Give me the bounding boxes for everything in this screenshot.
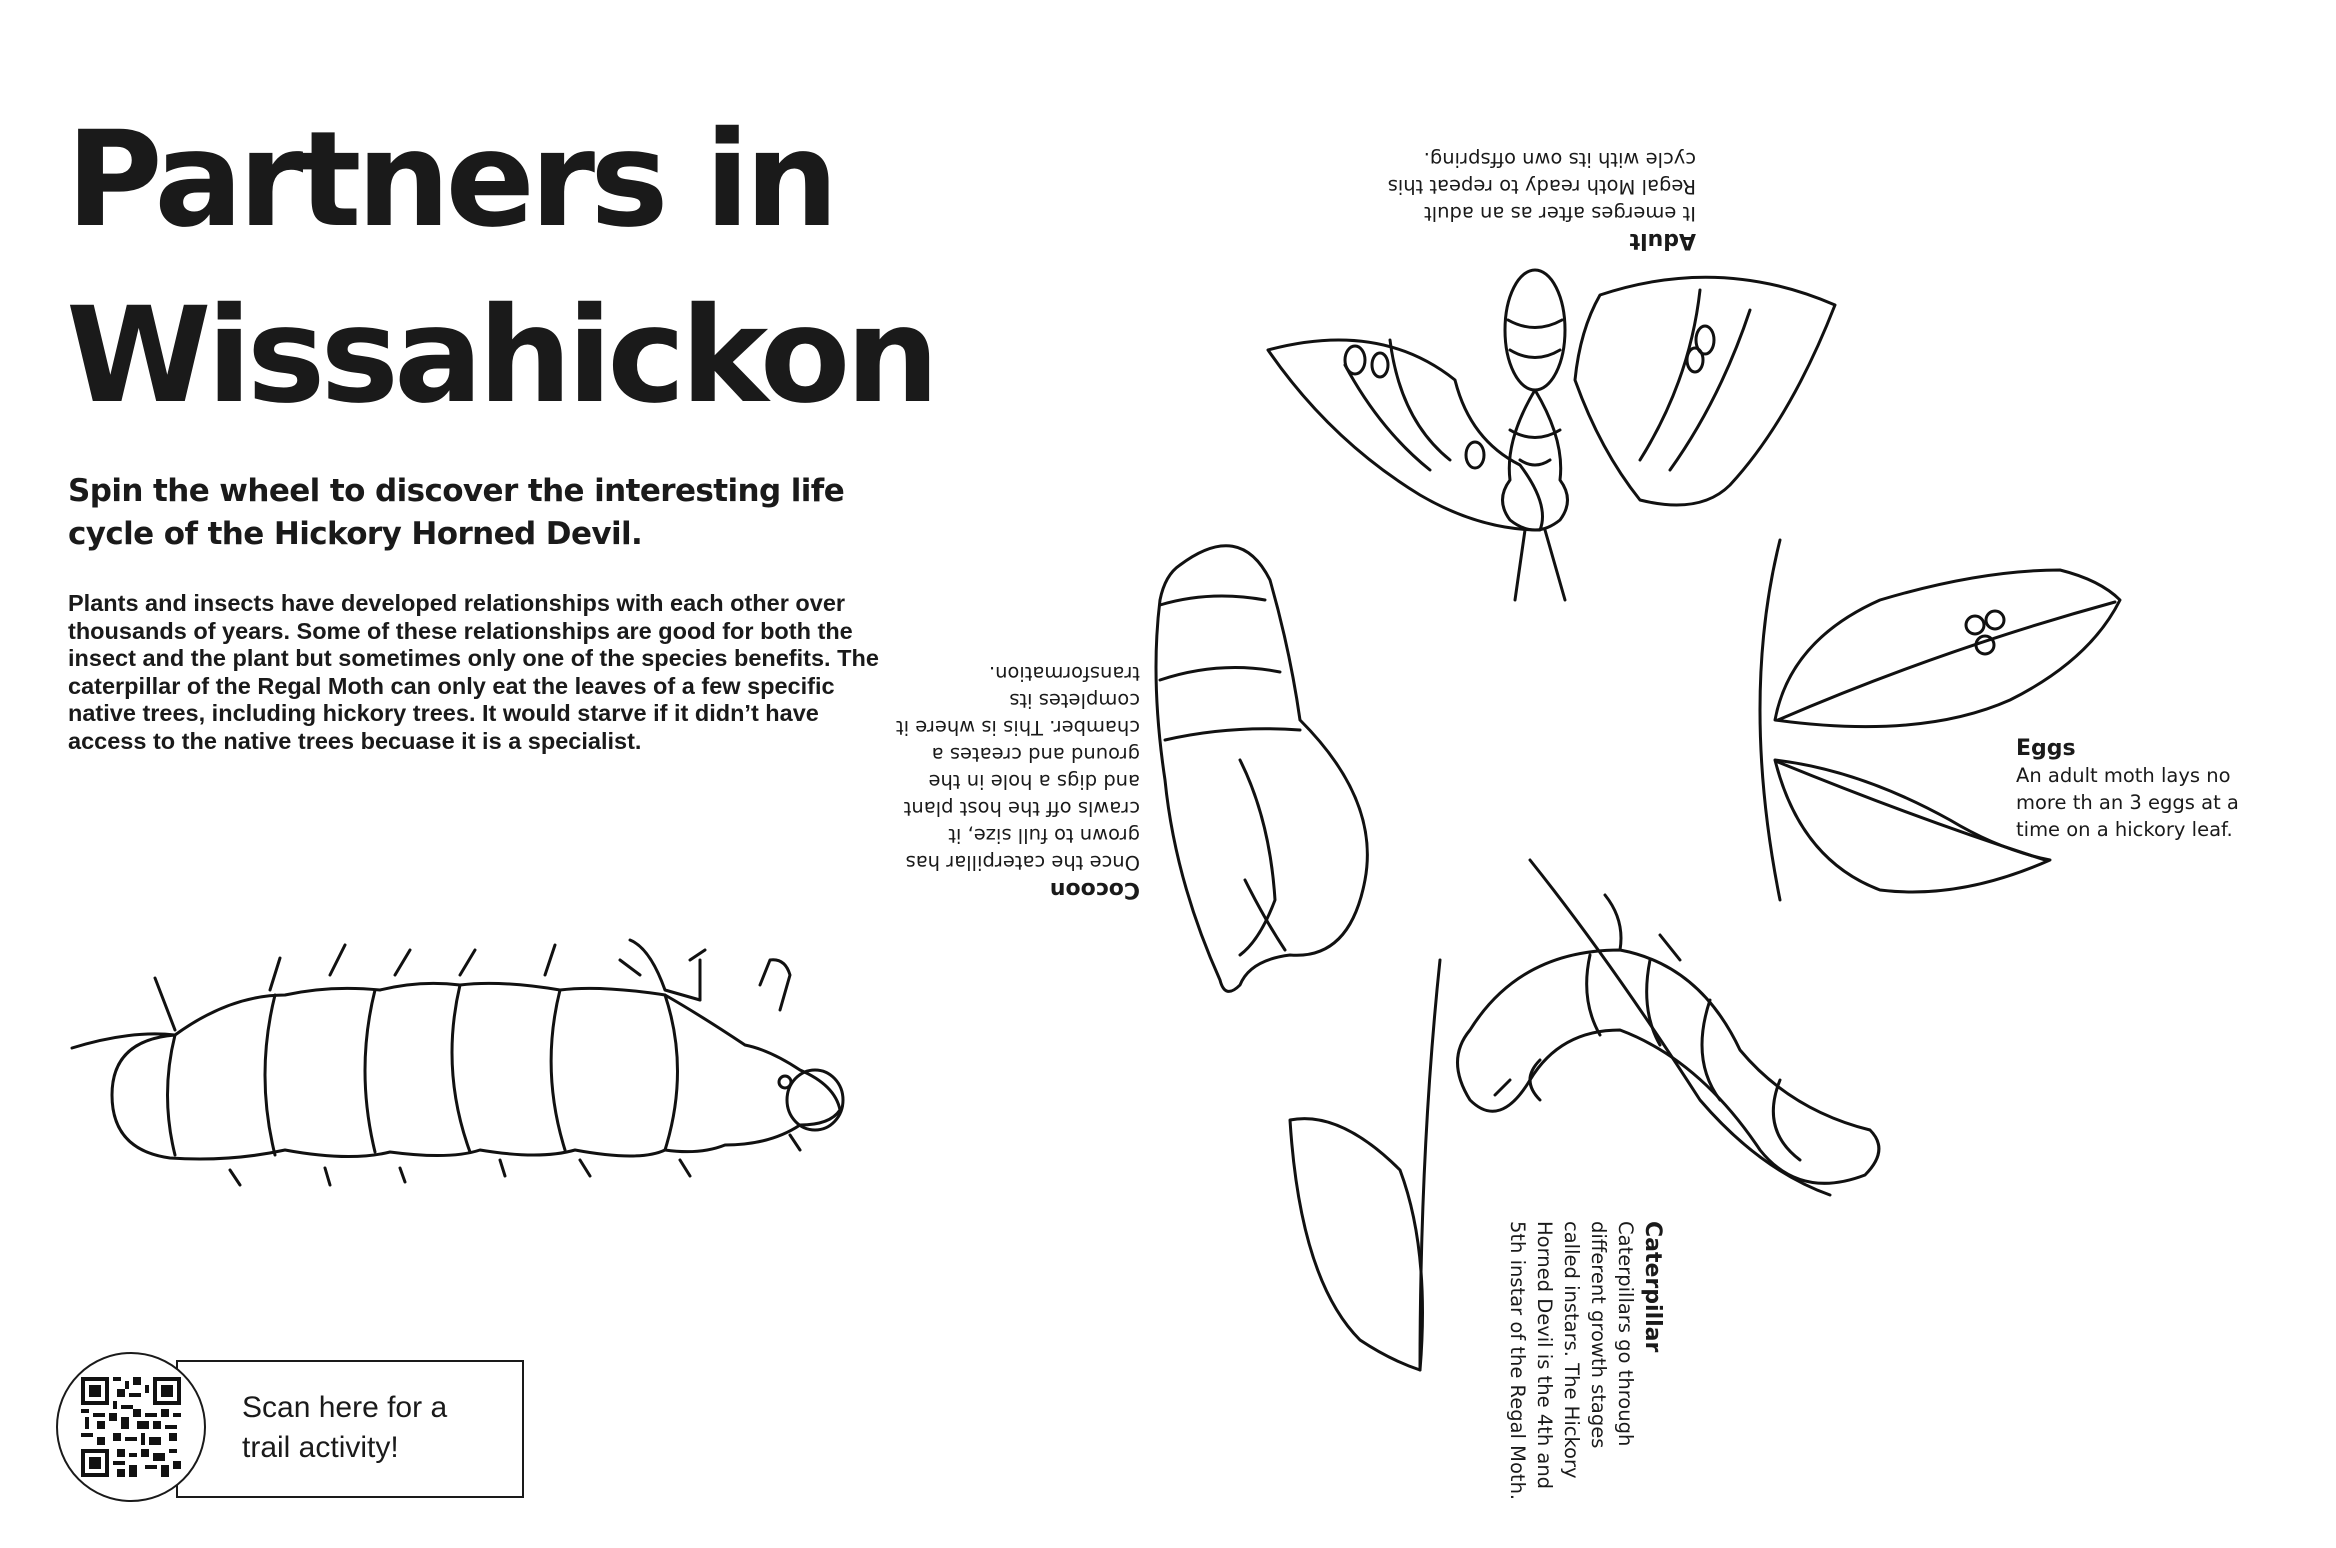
title-line-1: Partners in (66, 103, 834, 257)
title-line-2: Wissahickon (66, 279, 935, 433)
stage-eggs-text: An adult moth lays no more th an 3 eggs at a time on a hickory leaf. (2016, 764, 2239, 841)
stage-caterpillar-heading: Caterpillar (1640, 1221, 1665, 1353)
stage-caterpillar-text: Caterpillars go through different growth stages called instars. The Hickory Horned Devil is the 4th and 5th instar of the Regal Moth. (1506, 1221, 1637, 1501)
stage-eggs-heading: Eggs (2016, 736, 2076, 761)
stage-cocoon (890, 660, 1140, 903)
intro-paragraph: Plants and insects have developed relationships with each other over thousands of years. Some of these relationships are good for both the insect and the plant but sometimes only one of the species benefits. The caterpillar of the Regal Moth can only eat the leaves of a few specific native trees, including hickory trees. It would starve if it didn’t have access to the native trees becuase it is a specialist. (68, 590, 879, 754)
pupa-illustration (1156, 546, 1367, 992)
stage-cocoon-text: Once the caterpillar has grown to full size, it crawls off the host plant and digs a hole in the ground and creates a chamber. This is where it completes its transformation. (896, 662, 1140, 874)
qr-code-badge[interactable] (56, 1352, 206, 1502)
stage-caterpillar (1504, 1221, 1666, 1511)
leaves-with-eggs-illustration (1760, 540, 2120, 900)
subtitle: Spin the wheel to discover the interesting life cycle of the Hickory Horned Devil. (68, 473, 845, 552)
stage-eggs (2016, 735, 2246, 843)
stage-adult (1378, 146, 1696, 254)
qr-code-icon[interactable] (81, 1377, 181, 1477)
scan-callout-text[interactable]: Scan here for a trail activity! (242, 1391, 448, 1464)
stage-adult-text: It emerges after as an adult Regal Moth ready to repeat this cycle with its own offspring. (1387, 148, 1696, 225)
caterpillar-side-illustration (72, 940, 843, 1185)
stage-adult-heading: Adult (1629, 228, 1696, 253)
stage-cocoon-heading: Cocoon (1049, 877, 1140, 902)
moth-illustration (1268, 270, 1835, 600)
